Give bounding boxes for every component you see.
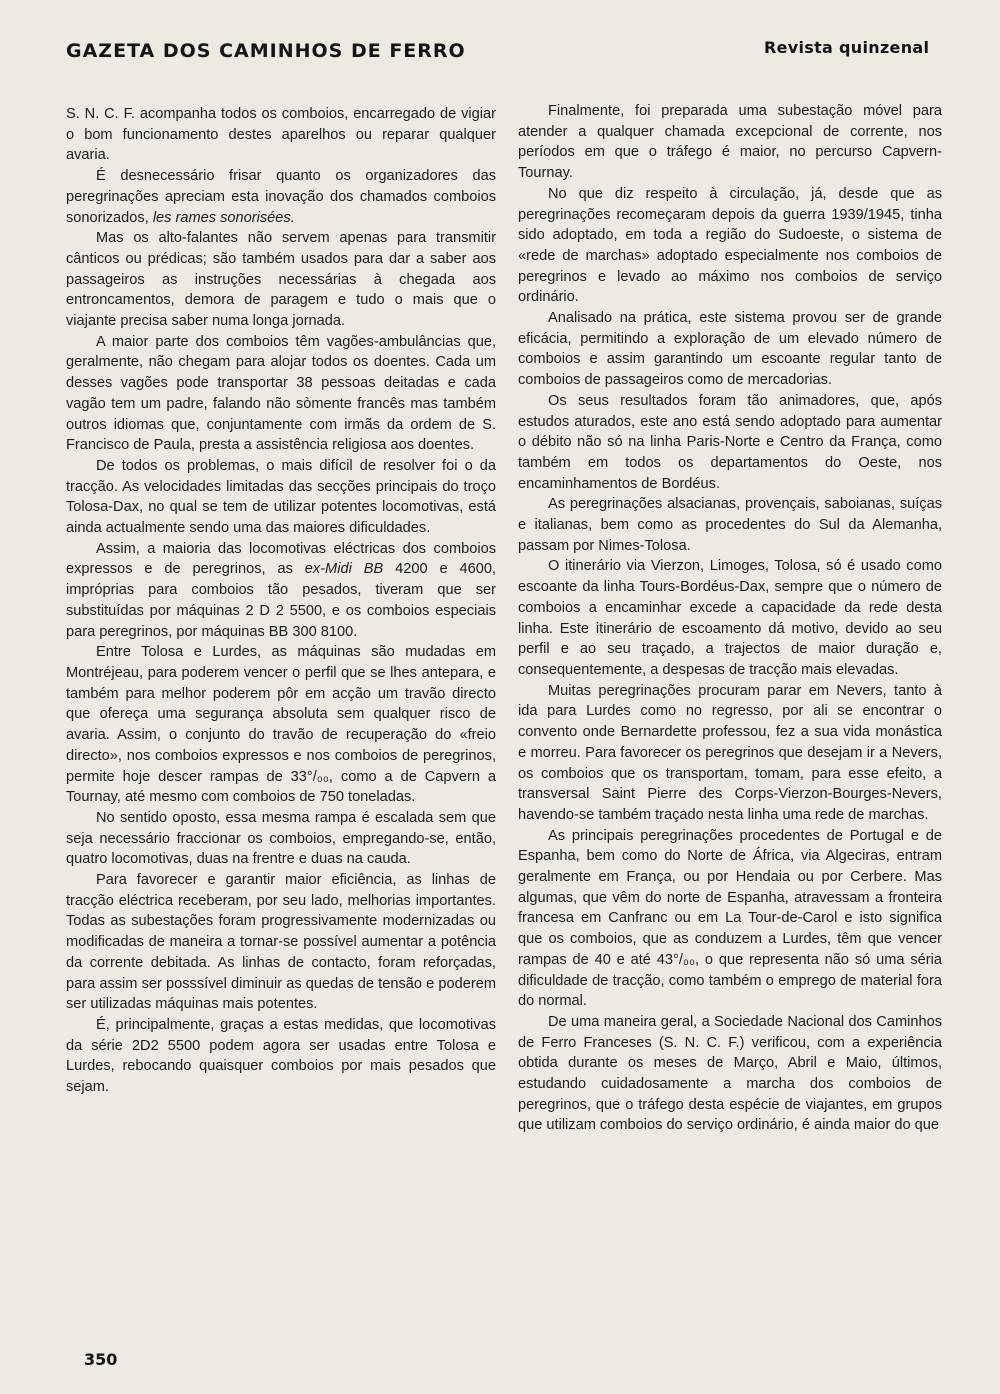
paragraph: Muitas peregrinações procuram parar em Nevers, tanto à ida para Lurdes como no regresso, por ali se encontrar o convento onde Bernardette professou, fez a sua vida monástica e morreu. Para favorecer os peregrinos que desejam ir a Nevers, os comboios que os transportam, tomam, para esse efeito, a transversal Saint Pierre des Corps-Vierzon-Bourges-Nevers, havendo-se também traçado nesta linha uma rede de marchas.: [518, 682, 942, 823]
left-column: [66, 104, 496, 1098]
paragraph: [66, 539, 496, 643]
paragraph: É, principalmente, graças a estas medidas, que locomotivas da série 2D2 5500 podem agora ser usadas entre Tolosa e Lurdes, rebocando quaisquer comboios por mais pesados que sejam.: [66, 1016, 496, 1096]
right-column: [518, 101, 942, 1136]
paragraph: [66, 166, 496, 228]
paragraph-text: Assim, a maioria das locomotivas eléctricas dos comboios expressos e de peregrinos, as: [66, 540, 496, 578]
paragraph: Mas os alto-falantes não servem apenas para transmitir cânticos ou prédicas; são também usados para dar a saber aos passageiros as instruções necessárias à chegada aos entroncamentos, demora de paragem e tudo o mais que o viajante precisa saber numa longa jornada.: [66, 230, 496, 330]
paragraph: Finalmente, foi preparada uma subestação móvel para atender a qualquer chamada excepcional de corrente, nos períodos em que o tráfego é maior, no percurso Capvern-Tournay.: [518, 103, 942, 182]
paragraph-text: 4200 e 4600, impróprias para comboios tão pesados, tiveram que ser substituídas por máquinas 2 D 2 5500, e os comboios especiais para peregrinos, por máquinas BB 300 8100.: [66, 561, 496, 640]
paragraph: Para favorecer e garantir maior eficiência, as linhas de tracção eléctrica receberam, por seu lado, melhorias importantes. Todas as subestações foram progressivamente modernizadas ou modificadas de maneira a tornar-se possível aumentar a potência da corrente debitada. As linhas de contacto, foram reforçadas, para assim ser posssível diminuir as quedas de tensão e poderem ser utilizadas máquinas mais potentes.: [66, 872, 496, 1013]
paragraph: As principais peregrinações procedentes de Portugal e de Espanha, bem como do Norte de África, via Algeciras, entram geralmente em França, ou por Hendaia ou por Cerbere. Mas algumas, que vêm do norte de Espanha, atravessam a fronteira francesa em Canfranc ou em La Tour-de-Carol e isto significa que os comboios, que as conduzem a Lurdes, têm que vencer rampas de 40 e até 43°/₀₀, o que representa não só uma séria dificuldade de tracção, como também o emprego de material fora do normal.: [518, 827, 942, 1010]
italic-term: les rames sonorisées.: [152, 209, 295, 226]
paragraph: No que diz respeito à circulação, já, desde que as peregrinações recomeçaram depois da guerra 1939/1945, tinha sido adoptado, em toda a região do Sudoeste, o sistema de «rede de marchas» adoptado especialmente nos comboios de peregrinos e levado ao máximo nos comboios de serviço ordinário.: [518, 185, 942, 306]
paragraph: A maior parte dos comboios têm vagões-ambulâncias que, geralmente, não chegam para alojar todos os doentes. Cada um desses vagões pode transportar 38 pessoas deitadas e cada vagão tem um padre, falando não sòmente francês mas também outros idiomas que, conjuntamente com irmãs da ordem de S. Francisco de Paula, presta a assistência religiosa aos doentes.: [66, 333, 496, 454]
journal-title: GAZETA DOS CAMINHOS DE FERRO: [66, 40, 466, 62]
paragraph: Entre Tolosa e Lurdes, as máquinas são mudadas em Montréjeau, para poderem vencer o perfil que se lhes antepara, e também para melhor poderem pôr em acção um travão directo que ofereça uma segurança absoluta sem qualquer risco de avaria. Assim, o conjunto do travão de recuperação do «freio directo», nos comboios expressos e nos comboios de peregrinos, permite hoje descer rampas de 33°/₀₀, como a de Capvern a Tournay, até mesmo com comboios de 750 toneladas.: [66, 644, 496, 806]
page-number: 350: [84, 1350, 118, 1369]
paragraph: Os seus resultados foram tão animadores, que, após estudos aturados, este ano está sendo adoptado para aumentar o débito não só na linha Paris-Norte e Centro da França, como também em todos os departamentos do Oeste, nos encaminhamentos de Bordéus.: [518, 392, 942, 492]
paragraph: S. N. C. F. acompanha todos os comboios, encarregado de vigiar o bom funcionamento destes aparelhos ou reparar qualquer avaria.: [66, 106, 496, 164]
paragraph-text: É desnecessário frisar quanto os organizadores das peregrinações apreciam esta inovação dos chamados comboios sonorizados,: [66, 168, 496, 226]
italic-term: ex-Midi BB: [304, 561, 384, 578]
paragraph: No sentido oposto, essa mesma rampa é escalada sem que seja necessário fraccionar os comboios, empregando-se, então, quatro locomotivas, duas na frentre e duas na cauda.: [66, 809, 496, 868]
paragraph: O itinerário via Vierzon, Limoges, Tolosa, só é usado como escoante da linha Tours-Bordéus-Dax, sempre que o número de comboios a encaminhar excede a capacidade da rede desta linha. Este itinerário de escoamento dá motivo, devido ao seu perfil e ao seu traçado, a trajectos de maior duração e, consequentemente, a despesas de tracção mais elevadas.: [518, 558, 942, 678]
paragraph: De uma maneira geral, a Sociedade Nacional dos Caminhos de Ferro Franceses (S. N. C. F.) verificou, com a experiência obtida durante os meses de Março, Abril e Maio, últimos, estudando cuidadosamente a marcha dos comboios de peregrinos, que o tráfego desta espécie de viajantes, em grupos que utilizam comboios do serviço ordinário, é ainda maior do que: [518, 1013, 942, 1134]
section-label: Revista quinzenal: [764, 38, 930, 57]
paragraph: Analisado na prática, este sistema provou ser de grande eficácia, permitindo a exploração de um elevado número de comboios e assim garantindo um escoante regular tanto de comboios de passageiros como de mercadorias.: [518, 310, 942, 389]
paragraph: As peregrinações alsacianas, provençais, saboianas, suíças e italianas, bem como as procedentes do Sul da Alemanha, passam por Nimes-Tolosa.: [518, 496, 942, 554]
paragraph: De todos os problemas, o mais difícil de resolver foi o da tracção. As velocidades limitadas das secções principais do troço Tolosa-Dax, no qual se tem de utilizar potentes locomotivas, está ainda actualmente sendo uma das maiores dificuldades.: [66, 457, 496, 537]
